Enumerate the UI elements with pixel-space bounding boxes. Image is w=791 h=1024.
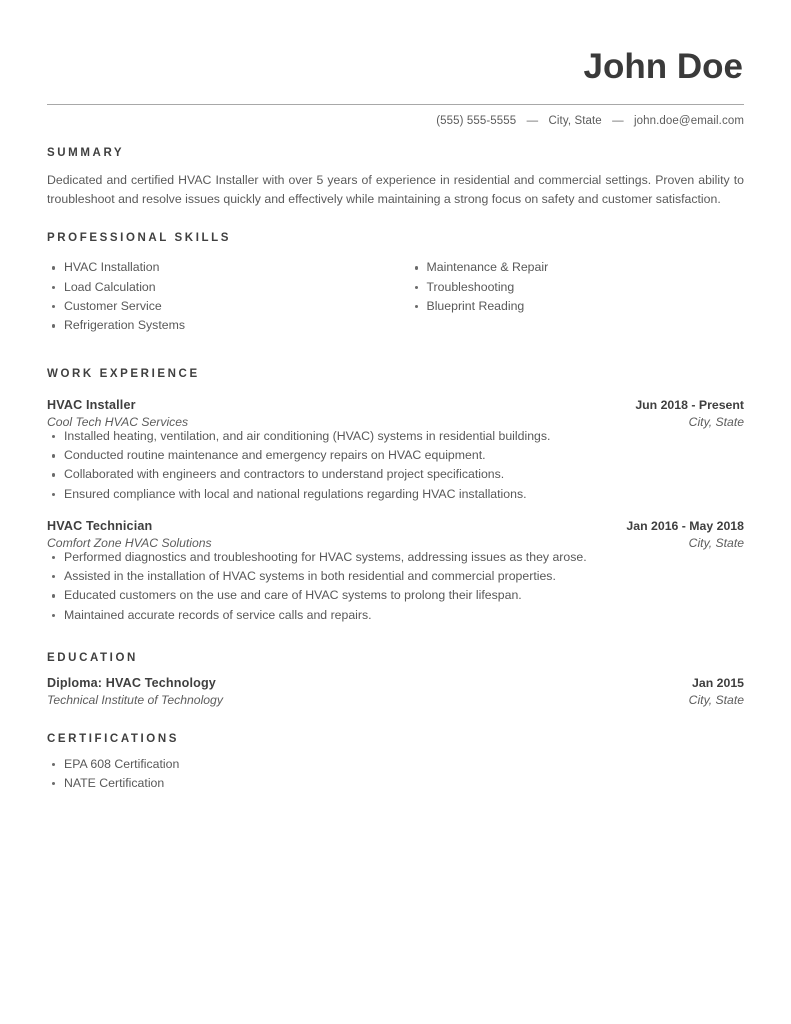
job-date: Jun 2018 - Present [635, 397, 744, 412]
skills-list-right [410, 260, 745, 315]
company-name: Cool Tech HVAC Services [47, 414, 189, 429]
list-item: NATE Certification [47, 776, 744, 792]
job-responsibilities [47, 550, 744, 624]
job-responsibilities [47, 429, 744, 503]
skills-column-right [396, 260, 745, 337]
list-item: Troubleshooting [410, 280, 745, 296]
job-title: HVAC Installer [47, 397, 136, 412]
contact-phone: (555) 555-5555 [436, 114, 517, 127]
school-name: Technical Institute of Technology [47, 692, 223, 707]
job-location: City, State [688, 414, 744, 429]
contact-line [47, 115, 744, 127]
list-item: Collaborated with engineers and contractors to understand project specifications. [47, 467, 744, 483]
resume-header [47, 48, 744, 127]
section-title-work-experience: WORK EXPERIENCE [47, 367, 200, 380]
candidate-name: John Doe [583, 47, 743, 86]
work-entry [47, 398, 744, 503]
degree-title: Diploma: HVAC Technology [47, 675, 216, 690]
school-location: City, State [688, 692, 744, 707]
section-title-summary: SUMMARY [47, 146, 125, 159]
skills-list-left [47, 260, 396, 334]
section-title-certifications: CERTIFICATIONS [47, 732, 180, 745]
list-item: HVAC Installation [47, 260, 396, 276]
list-item: Customer Service [47, 299, 396, 315]
work-entry-subheader [47, 412, 744, 429]
section-title-education: EDUCATION [47, 651, 138, 664]
header-divider [47, 104, 744, 105]
list-item: Performed diagnostics and troubleshooting for HVAC systems, addressing issues as they arose. [47, 550, 744, 566]
contact-separator-2: — [612, 114, 624, 127]
company-name: Comfort Zone HVAC Solutions [47, 535, 212, 550]
section-skills [47, 232, 744, 337]
list-item: Conducted routine maintenance and emergency repairs on HVAC equipment. [47, 448, 744, 464]
list-item: Maintenance & Repair [410, 260, 745, 276]
education-entry [47, 676, 744, 707]
contact-location: City, State [548, 114, 602, 127]
summary-text: Dedicated and certified HVAC Installer with over 5 years of experience in residential and commercial settings. Proven ability to troubleshoot and resolve issues quickly and effectively while maintaining a strong focus on safety and customer satisfaction. [47, 172, 744, 207]
contact-email: john.doe@email.com [634, 114, 744, 127]
section-education [47, 652, 744, 707]
list-item: Ensured compliance with local and national regulations regarding HVAC installations. [47, 487, 744, 503]
list-item: Educated customers on the use and care of HVAC systems to prolong their lifespan. [47, 588, 744, 604]
certifications-list [47, 757, 744, 792]
work-entry [47, 519, 744, 624]
work-entry-subheader [47, 533, 744, 550]
skills-columns [47, 260, 744, 337]
list-item: Refrigeration Systems [47, 318, 396, 334]
job-date: Jan 2016 - May 2018 [626, 518, 744, 533]
education-entry-subheader [47, 690, 744, 707]
list-item: Assisted in the installation of HVAC systems in both residential and commercial properties. [47, 569, 744, 585]
skills-column-left [47, 260, 396, 337]
work-entry-header [47, 519, 744, 533]
section-work-experience [47, 368, 744, 624]
list-item: Blueprint Reading [410, 299, 745, 315]
section-summary [47, 147, 744, 211]
section-title-skills: PROFESSIONAL SKILLS [47, 232, 232, 245]
list-item: Maintained accurate records of service calls and repairs. [47, 608, 744, 624]
list-item: Load Calculation [47, 280, 396, 296]
section-certifications [47, 733, 744, 792]
list-item: Installed heating, ventilation, and air conditioning (HVAC) systems in residential buildings. [47, 429, 744, 445]
job-location: City, State [688, 535, 744, 550]
degree-date: Jan 2015 [692, 675, 744, 690]
education-entry-header [47, 676, 744, 690]
contact-separator-1: — [526, 114, 539, 127]
job-title: HVAC Technician [47, 518, 153, 533]
work-entry-header [47, 398, 744, 412]
list-item: EPA 608 Certification [47, 757, 744, 773]
